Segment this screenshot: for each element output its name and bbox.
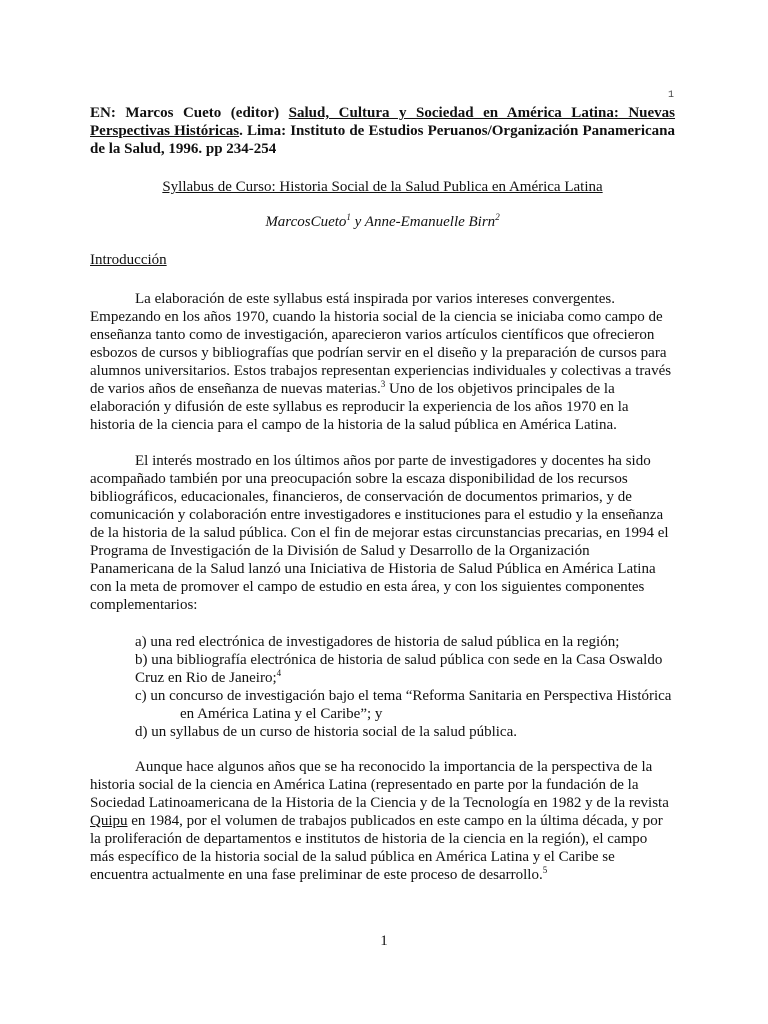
paragraph-3 [90, 758, 675, 884]
paragraph-2-text: El interés mostrado en los últimos años por parte de investigadores y docentes ha sido acompañado también por una preocupación sobre la escaza disponibilidad de los recursos bibliográficos, educacionales, financieros, de conservación de documentos primarios, y de comunicación y colaboración entre investigadores e instituciones para el estudio y la enseñanza de la historia de la salud pública. Con el fin de mejorar estas circunstancias precarias, en 1994 el Programa de Investigación de la División de Salud y Desarrollo de la Organización Panamericana de la Salud lanzó una Iniciativa de Historia de Salud Pública en América Latina con la meta de promover el campo de estudio en esta área, y con los siguientes componentes complementarios: [90, 453, 669, 613]
list-item-d: d) un syllabus de un curso de historia social de la salud pública. [135, 724, 517, 740]
authors-line [90, 213, 675, 231]
title-text: Syllabus de Curso: Historia Social de la Salud Publica en América Latina [162, 179, 603, 195]
components-list [90, 633, 675, 741]
paragraph-3-after: en 1984, por el volumen de trabajos publicados en este campo en la última década, y por la proliferación de departamentos e institutos de historia de la ciencia en la región), el campo más específico de la historia social de la salud pública en América Latina y el Caribe se encuentra actualmente en una fase preliminar de este proceso de desarrollo. [90, 813, 663, 883]
author-connector: y Anne-Emanuelle Birn [350, 214, 496, 230]
book-title: Salud, Cultura y Sociedad en América Latina: Nuevas Perspectivas Históricas [90, 105, 676, 139]
paragraph-1 [90, 290, 675, 434]
reference-prefix: EN: Marcos Cueto (editor) [90, 105, 280, 121]
section-heading-text: Introducción [90, 252, 167, 268]
footnote-ref-2: 2 [495, 212, 500, 222]
paragraph-1-text-after: Uno de los objetivos principales de la elaboración y difusión de este syllabus es reproducir la experiencia de los años 1970 en la historia de la ciencia para el campo de la historia de la salud pública en América Latina. [90, 381, 629, 433]
author-1: MarcosCueto [265, 214, 347, 230]
list-item-b-text: b) una bibliografía electrónica de historia de salud pública con sede en la Casa Oswaldo Cruz en Rio de Janeiro; [135, 652, 663, 686]
reference-publisher: . Lima: Instituto de Estudios Peruanos/Organización Panamericana de la Salud, 1996. pp 234-254 [90, 123, 675, 157]
footnote-ref-4: 4 [276, 668, 282, 678]
paragraph-1-text: La elaboración de este syllabus está inspirada por varios intereses convergentes. Empezando en los años 1970, cuando la historia social de la ciencia se iniciaba como campo de enseñanza tanto como de investigación, aparecieron varios artículos científicos que ofrecieron esbozos de cursos y bibliografías que podrían servir en el diseño y la preparación de cursos para alumnos universitarios. Estos trabajos representan experiencias individuales y colectivas a través de varios años de enseñanza de nuevas materias. [90, 291, 672, 397]
journal-name: Quipu [90, 813, 128, 829]
list-item-b [90, 651, 675, 687]
footer-page-number: 1 [380, 933, 388, 949]
list-item-c-line-1: c) un concurso de investigación bajo el tema “Reforma Sanitaria en Perspectiva Histórica [135, 688, 672, 704]
list-item-a: a) una red electrónica de investigadores de historia de salud pública en la región; [135, 634, 620, 650]
paragraph-2 [90, 452, 675, 614]
list-item-c-line-2: en América Latina y el Caribe”; y [180, 706, 383, 722]
footnote-ref-5: 5 [542, 865, 548, 875]
paragraph-3-before: Aunque hace algunos años que se ha reconocido la importancia de la perspectiva de la historia social de la ciencia en América Latina (representado en parte por la fundación de la Sociedad Latinoamericana de la Historia de la Ciencia y de la Tecnología en 1982 y de la revista [90, 759, 669, 811]
bibliographic-reference [90, 104, 675, 158]
section-heading [90, 251, 675, 269]
document-title [90, 178, 675, 196]
corner-page-number: 1 [668, 90, 675, 101]
footnote-ref-3: 3 [380, 379, 386, 389]
footnote-ref-1: 1 [346, 212, 351, 222]
